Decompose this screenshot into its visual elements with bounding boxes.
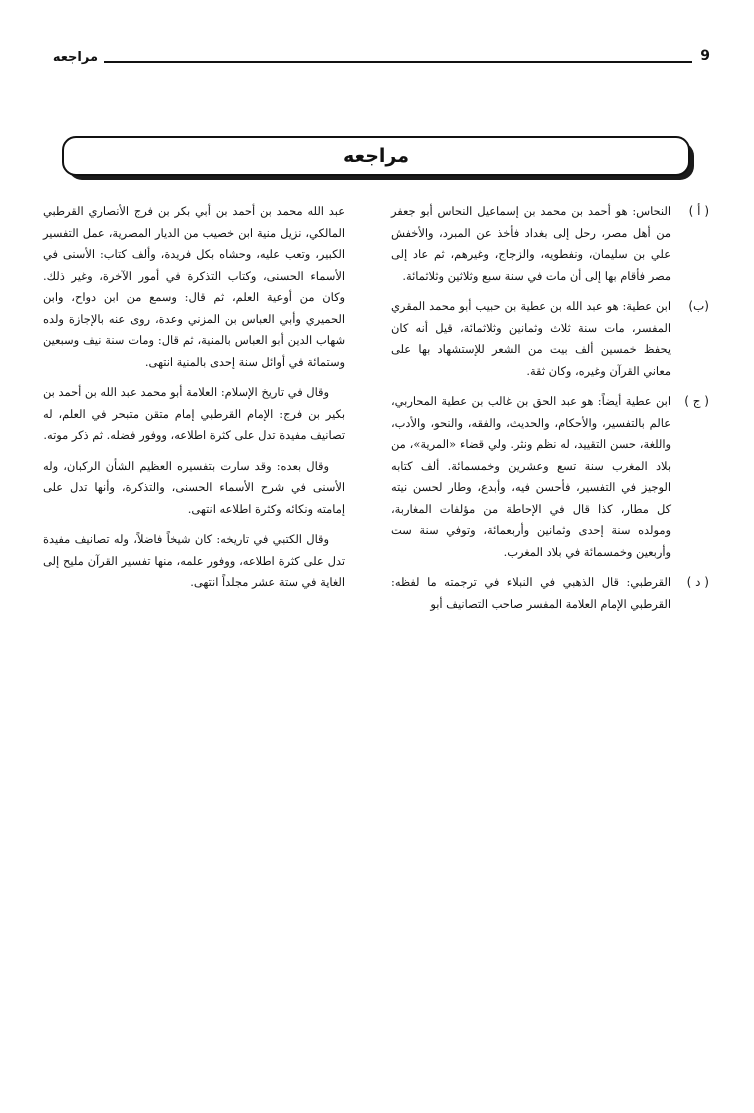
note-marker-d: ( د ) bbox=[686, 575, 709, 589]
note-entry-a bbox=[391, 201, 709, 287]
page-number: 9 bbox=[700, 48, 710, 64]
paragraph: وقال الكتبي في تاريخه: كان شيخاً فاضلاً، وله تصانيف مفيدة تدل على كثرة اطلاعه، ووفور علمه، منها تفسير القرآن مليح إلى الغاية في ستة عشر مجلداً انتهى. bbox=[43, 532, 345, 589]
note-entry-d bbox=[391, 572, 709, 615]
note-text-a: النحاس: هو أحمد بن محمد بن إسماعيل النحاس أبو جعفر من أهل مصر، رحل إلى بغداد فأخذ عن المبرد، والأخفش علي بن سليمان، ونفطويه، والزجاج، وغيرهم، ثم عاد إلى مصر فأقام بها إلى أن مات في سنة سبع وثلاثين وثلاثمائة. bbox=[391, 204, 671, 283]
note-marker-b: (ب) bbox=[688, 299, 709, 313]
note-marker-a: ( أ ) bbox=[688, 204, 709, 218]
paragraph: وقال في تاريخ الإسلام: العلامة أبو محمد عبد الله بن أحمد بن بكير بن فرج: الإمام القرطبي إمام متقن متبحر في العلم، له تصانيف مفيدة تدل على كثرة اطلاعه، ووفور فضله. ثم ذكر موته. bbox=[43, 385, 345, 442]
note-text-d: القرطبي: قال الذهبي في النبلاء في ترجمته ما لفظه: القرطبي الإمام العلامة المفسر صاحب التصانيف أبو bbox=[391, 575, 671, 611]
note-text-b: ابن عطية: هو عبد الله بن عطية بن حبيب أبو محمد المقري المفسر، مات سنة ثلاث وثمانين وثلاثمائة، قيل أنه كان يحفظ خمسين ألف بيت من الشعر للإستشهاد بها على معاني القرآن وغيره، وكان ثقة. bbox=[391, 299, 671, 378]
note-text-c: ابن عطية أيضاً: هو عبد الحق بن غالب بن عطية المحاربي، عالم بالتفسير، والأحكام، والحديث، والفقه، والنحو، والأدب، واللغة، حسن التقييد، له نظم ونثر. ولي قضاء «المرية»، من بلاد المغرب سنة تسع وعشرين وخمسمائة. ألف كتابه الوجيز في التفسير، فأحسن فيه، وأبدع، وطار لحسن نيته كل مطار، كذا قال في الإحاطة من مؤلفات المغاربة، ومولده سنة إحدى وثمانين وأربعمائة، وتوفي سنة ست وأربعين وخمسمائة في بلاد المغرب. bbox=[391, 394, 671, 559]
right-column bbox=[391, 201, 709, 615]
running-header-title: مراجعه bbox=[52, 50, 98, 65]
section-title-frame bbox=[62, 136, 690, 176]
note-entry-c bbox=[391, 391, 709, 563]
left-column bbox=[43, 201, 345, 603]
paragraph: عبد الله محمد بن أحمد بن أبي بكر بن فرج الأنصاري القرطبي المالكي، نزيل منية ابن خصيب من الديار المصرية، عمل التفسير الكبير، وتعب عليه، وحشاه بكل فريدة، وألف كتاب: الأسنى في الأسماء الحسنى، وكتاب التذكرة في أمور الآخرة، وغير ذلك. وكان من أوعية العلم، ثم قال: وسمع من ابن دواح، وابن الحميري وأبي العباس بن المزني وعدة، روى عنه بالإجازة ولده شهاب الدين أبو العباس بالمنية، ثم قال: ومات سنة نيف وسبعين وستمائة في أوائل سنة إحدى بالمنية انتهى. bbox=[43, 204, 345, 369]
note-entry-b bbox=[391, 296, 709, 382]
paragraph: وقال بعده: وقد سارت بتفسيره العظيم الشأن الركبان، وله الأسنى في شرح الأسماء الحسنى، والتذكرة، وأنها تدل على إمامته ونكائه وكثرة اطلاعه انتهى. bbox=[43, 458, 345, 516]
section-title: مراجعه bbox=[342, 145, 410, 167]
note-marker-c: ( ج ) bbox=[684, 394, 709, 408]
header-rule bbox=[104, 61, 692, 63]
section-title-box bbox=[62, 136, 690, 176]
running-header bbox=[20, 50, 710, 70]
